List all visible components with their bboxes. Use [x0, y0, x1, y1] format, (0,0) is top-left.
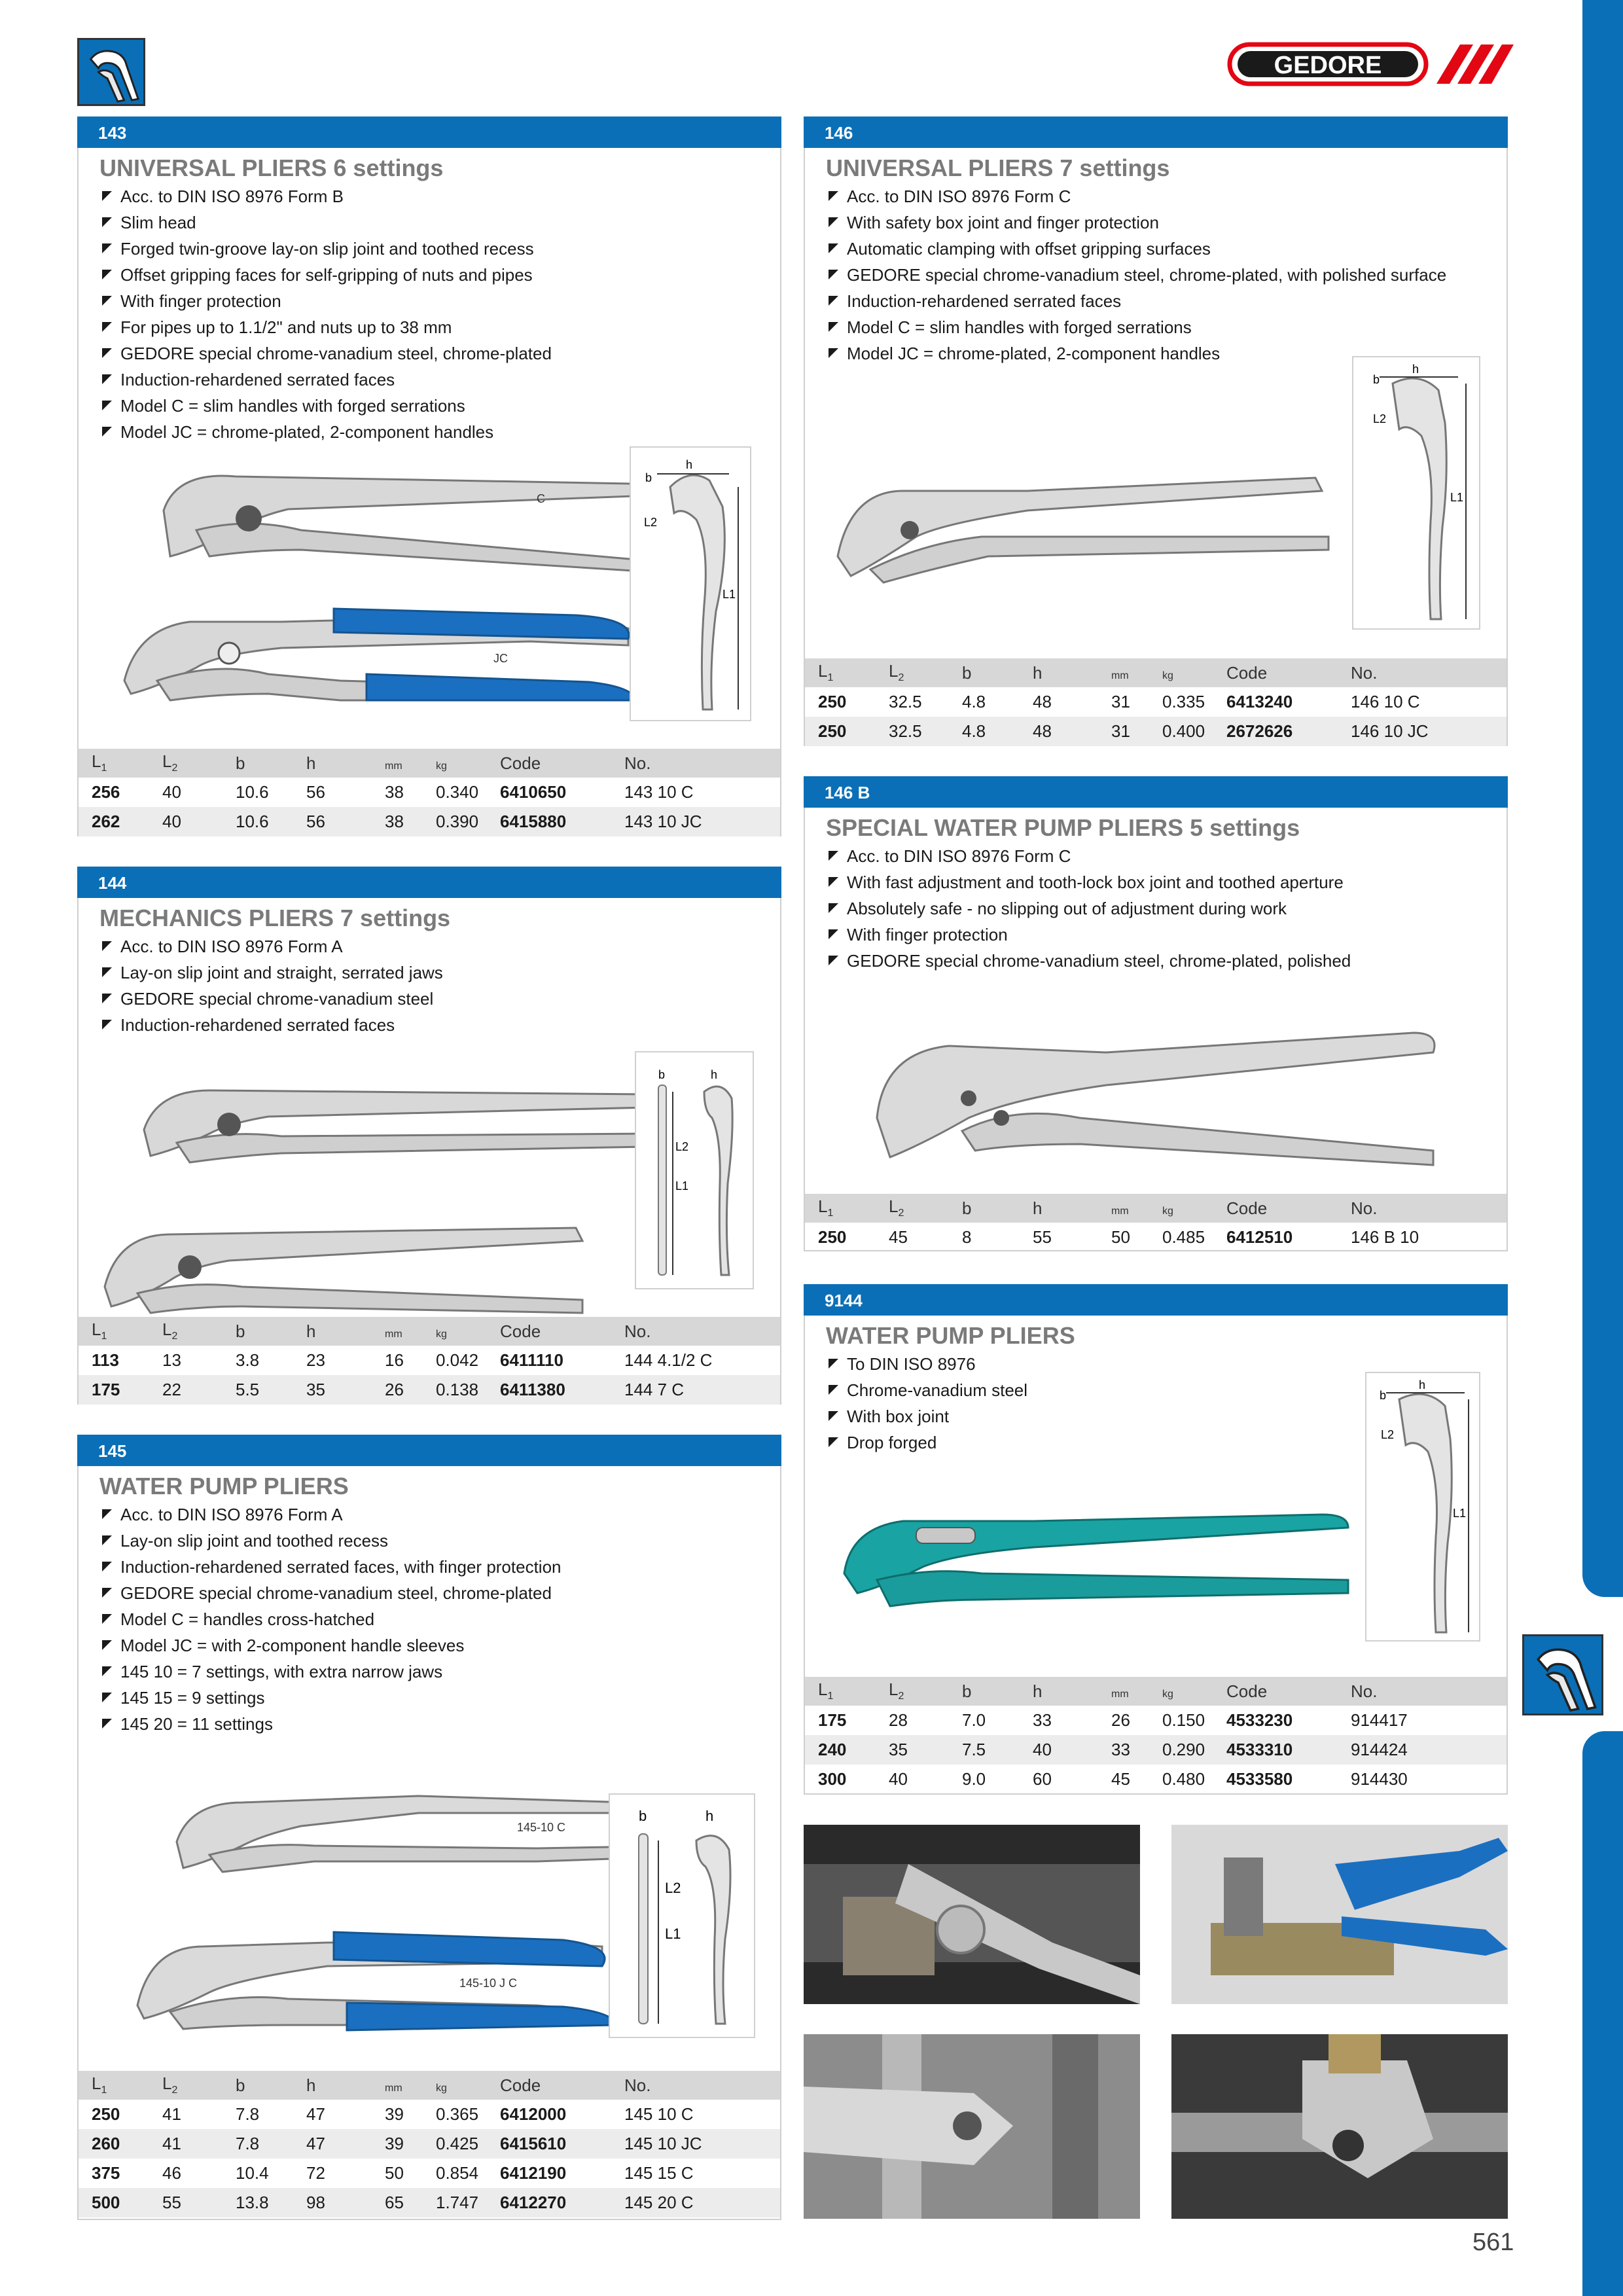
feature-list	[826, 1351, 1027, 1456]
feature-item: Offset gripping faces for self-gripping of nuts and pipes	[99, 262, 552, 288]
svg-text:L2: L2	[675, 1140, 689, 1153]
feature-item: Acc. to DIN ISO 8976 Form A	[99, 1501, 562, 1528]
product-panel-145	[77, 1435, 781, 2220]
feature-item: GEDORE special chrome-vanadium steel, chrome-plated	[99, 1580, 562, 1606]
svg-text:L2: L2	[665, 1880, 681, 1896]
feature-item: Model JC = chrome-plated, 2-component handles	[99, 419, 552, 445]
feature-item: GEDORE special chrome-vanadium steel, chrome-plated, polished	[826, 948, 1351, 974]
feature-item: 145 20 = 11 settings	[99, 1711, 562, 1737]
feature-item: With finger protection	[99, 288, 552, 314]
feature-item: Induction-rehardened serrated faces	[826, 288, 1446, 314]
table-header-row: $L_1$ $L_2$ b h mm kg Code No.	[805, 658, 1507, 687]
dimension-diagram	[609, 1793, 755, 2038]
panel-number: 143	[77, 117, 781, 148]
feature-list	[99, 1501, 562, 1737]
dimension-diagram	[1365, 1372, 1480, 1641]
pliers-image-145-10jc	[131, 1920, 628, 2038]
pliers-image-jc	[118, 602, 641, 707]
table-row: 175 22 5.5 35 26 0.138 6411380 144 7 C	[79, 1375, 780, 1405]
svg-text:L2: L2	[1373, 412, 1387, 425]
gedore-logo	[1227, 41, 1515, 88]
feature-list	[99, 933, 443, 1038]
svg-text:b: b	[1373, 373, 1380, 386]
feature-list	[826, 843, 1351, 974]
usage-photo-3	[804, 2034, 1140, 2219]
product-panel-146	[804, 117, 1508, 746]
jaw-capacity-icon: mm	[1085, 658, 1156, 687]
jaw-capacity-icon: mm	[1085, 1677, 1156, 1706]
table-row: 240 35 7.5 40 33 0.290 4533310 914424	[805, 1735, 1507, 1765]
usage-photo-4	[1171, 2034, 1508, 2219]
feature-item: With finger protection	[826, 922, 1351, 948]
table-row: 250 41 7.8 47 39 0.365 6412000 145 10 C	[92, 2104, 694, 2124]
spec-table	[805, 658, 1507, 746]
panel-number: 145	[77, 1435, 781, 1466]
table-row: 256 40 10.6 56 38 0.340 6410650 143 10 C	[92, 782, 694, 802]
svg-text:L1: L1	[1450, 491, 1464, 504]
table-header-row: $L_1$ $L_2$ b h mm kg Code No.	[79, 749, 780, 778]
feature-item: Acc. to DIN ISO 8976 Form C	[826, 843, 1351, 869]
feature-item: With box joint	[826, 1403, 1027, 1429]
feature-item: Model C = handles cross-hatched	[99, 1606, 562, 1632]
pliers-image-large	[137, 1071, 661, 1175]
svg-text:b: b	[1380, 1389, 1387, 1402]
panel-title: MECHANICS PLIERS 7 settings	[99, 905, 451, 931]
feature-item: Drop forged	[826, 1429, 1027, 1456]
svg-text:b: b	[639, 1808, 647, 1824]
svg-text:h: h	[686, 458, 693, 471]
usage-photo-1	[804, 1825, 1140, 2004]
table-row: 300 40 9.0 60 45 0.480 4533580 914430	[818, 1769, 1408, 1789]
svg-text:b: b	[658, 1068, 666, 1081]
table-header-row: $L_1$ $L_2$ b h mm kg Code No.	[79, 1317, 780, 1346]
pliers-image	[870, 1020, 1446, 1177]
panel-number: 144	[77, 867, 781, 898]
svg-text:L1: L1	[675, 1179, 689, 1193]
table-row: 262 40 10.6 56 38 0.390 6415880 143 10 JC	[79, 807, 780, 836]
svg-text:h: h	[705, 1808, 714, 1824]
pliers-image-c	[157, 458, 681, 576]
feature-item: For pipes up to 1.1/2" and nuts up to 38 mm	[99, 314, 552, 340]
feature-item: Induction-rehardened serrated faces	[99, 367, 552, 393]
product-panel-146b	[804, 776, 1508, 1251]
spec-table	[805, 1677, 1507, 1794]
table-header-row: $L_1$ $L_2$ b h mm kg Code No.	[79, 2071, 780, 2100]
svg-text:L2: L2	[644, 516, 658, 529]
feature-item: Slim head	[99, 209, 552, 236]
weight-scale-icon: kg	[1156, 1677, 1226, 1706]
page-number: 561	[1472, 2229, 1514, 2256]
image-label-c: C	[537, 492, 545, 505]
pliers-category-icon	[77, 38, 145, 106]
panel-number: 146	[804, 117, 1508, 148]
jaw-capacity-icon: mm	[359, 2071, 429, 2100]
feature-item: Lay-on slip joint and straight, serrated jaws	[99, 960, 443, 986]
feature-item: Acc. to DIN ISO 8976 Form C	[826, 183, 1446, 209]
dimension-diagram	[635, 1051, 754, 1289]
svg-text:h: h	[1412, 363, 1419, 376]
feature-item: Lay-on slip joint and toothed recess	[99, 1528, 562, 1554]
chapter-edge-bar-bottom	[1582, 1731, 1623, 2296]
feature-item: Induction-rehardened serrated faces, with finger protection	[99, 1554, 562, 1580]
svg-text:h: h	[1419, 1378, 1426, 1391]
feature-item: Induction-rehardened serrated faces	[99, 1012, 443, 1038]
feature-item: GEDORE special chrome-vanadium steel, chrome-plated, with polished surface	[826, 262, 1446, 288]
feature-item: With fast adjustment and tooth-lock box joint and toothed aperture	[826, 869, 1351, 895]
dimension-diagram	[630, 446, 751, 721]
feature-item: Model JC = with 2-component handle sleeves	[99, 1632, 562, 1659]
chapter-edge-bar-top	[1582, 0, 1623, 1597]
feature-item: 145 10 = 7 settings, with extra narrow jaws	[99, 1659, 562, 1685]
spec-table	[79, 2071, 780, 2217]
jaw-capacity-icon: mm	[359, 749, 429, 778]
feature-item: Acc. to DIN ISO 8976 Form B	[99, 183, 552, 209]
feature-list	[826, 183, 1446, 367]
weight-scale-icon: kg	[429, 2071, 500, 2100]
panel-title: SPECIAL WATER PUMP PLIERS 5 settings	[826, 814, 1300, 841]
brand-name: GEDORE	[1274, 52, 1382, 79]
spec-table	[805, 1194, 1507, 1252]
image-label-145-10jc: 145-10 J C	[459, 1977, 518, 1990]
pliers-image	[831, 465, 1342, 596]
feature-item: Acc. to DIN ISO 8976 Form A	[99, 933, 443, 960]
image-label-jc: JC	[493, 652, 508, 665]
dimension-diagram	[1352, 356, 1480, 630]
jaw-capacity-icon: mm	[1085, 1194, 1156, 1223]
table-row: 500 55 13.8 98 65 1.747 6412270 145 20 C	[79, 2188, 780, 2217]
feature-item: With safety box joint and finger protection	[826, 209, 1446, 236]
table-header-row: $L_1$ $L_2$ b h mm kg Code No.	[805, 1677, 1507, 1706]
table-row: 250 45 8 55 50 0.485 6412510 146 B 10	[818, 1227, 1419, 1247]
table-row: 175 28 7.0 33 26 0.150 4533230 914417	[818, 1710, 1408, 1730]
panel-title: WATER PUMP PLIERS	[99, 1473, 349, 1499]
product-panel-144	[77, 867, 781, 1405]
product-panel-9144	[804, 1284, 1508, 1795]
svg-text:L1: L1	[1453, 1507, 1467, 1520]
panel-number: 146 B	[804, 776, 1508, 808]
feature-item: GEDORE special chrome-vanadium steel	[99, 986, 443, 1012]
weight-scale-icon: kg	[429, 1317, 500, 1346]
table-row: 113 13 3.8 23 16 0.042 6411110 144 4.1/2 C	[92, 1350, 713, 1370]
svg-text:h: h	[711, 1068, 718, 1081]
svg-text:L1: L1	[722, 588, 736, 601]
weight-scale-icon: kg	[429, 749, 500, 778]
feature-item: 145 15 = 9 settings	[99, 1685, 562, 1711]
panel-number: 9144	[804, 1284, 1508, 1316]
weight-scale-icon: kg	[1156, 1194, 1226, 1223]
svg-text:L2: L2	[1381, 1428, 1395, 1441]
pliers-tab-icon	[1522, 1634, 1603, 1715]
spec-table	[79, 1317, 780, 1405]
weight-scale-icon: kg	[1156, 658, 1226, 687]
jaw-capacity-icon: mm	[359, 1317, 429, 1346]
spec-table	[79, 749, 780, 836]
product-panel-143	[77, 117, 781, 836]
feature-item: Chrome-vanadium steel	[826, 1377, 1027, 1403]
pliers-image-small	[98, 1215, 622, 1326]
panel-title: WATER PUMP PLIERS	[826, 1322, 1075, 1349]
feature-item: Model JC = chrome-plated, 2-component handles	[826, 340, 1446, 367]
table-row: 375 46 10.4 72 50 0.854 6412190 145 15 C	[92, 2163, 694, 2183]
panel-title: UNIVERSAL PLIERS 6 settings	[99, 154, 444, 181]
svg-text:b: b	[645, 471, 652, 484]
feature-item: Model C = slim handles with forged serrations	[99, 393, 552, 419]
panel-title: UNIVERSAL PLIERS 7 settings	[826, 154, 1170, 181]
feature-list	[99, 183, 552, 445]
pliers-image-turquoise	[838, 1501, 1355, 1613]
feature-item: Absolutely safe - no slipping out of adjustment during work	[826, 895, 1351, 922]
table-row: 250 32.5 4.8 48 31 0.335 6413240 146 10 C	[818, 692, 1420, 711]
feature-item: Automatic clamping with offset gripping surfaces	[826, 236, 1446, 262]
usage-photo-2	[1171, 1825, 1508, 2004]
svg-text:L1: L1	[665, 1926, 681, 1942]
table-row: 250 32.5 4.8 48 31 0.400 2672626 146 10 JC	[805, 717, 1507, 746]
feature-item: GEDORE special chrome-vanadium steel, chrome-plated	[99, 340, 552, 367]
image-label-145-10c: 145-10 C	[517, 1821, 566, 1834]
table-row: 260 41 7.8 47 39 0.425 6415610 145 10 JC	[79, 2129, 780, 2159]
feature-item: Model C = slim handles with forged serrations	[826, 314, 1446, 340]
table-header-row: $L_1$ $L_2$ b h mm kg Code No.	[805, 1194, 1507, 1223]
feature-item: To DIN ISO 8976	[826, 1351, 1027, 1377]
feature-item: Forged twin-groove lay-on slip joint and toothed recess	[99, 236, 552, 262]
